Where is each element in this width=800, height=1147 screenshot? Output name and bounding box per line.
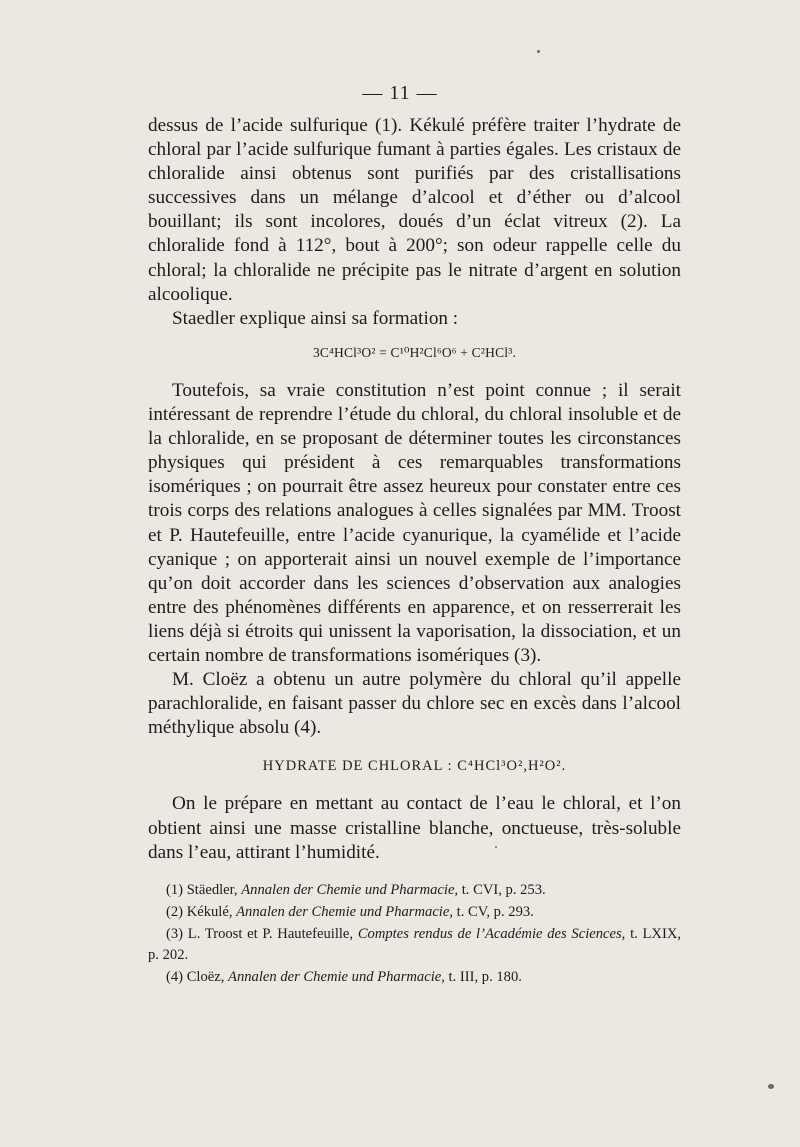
footnote-number: (1) (166, 882, 184, 898)
footnote-number: (3) (166, 925, 184, 942)
footnote-journal: Annalen der Chemie und Pharmacie, (228, 969, 445, 986)
footnote-reference: t. III, p. 180. (448, 969, 522, 986)
footnotes (148, 880, 681, 989)
page-number: — 11 — (362, 82, 438, 104)
footnote-reference: t. LXIX, p. 202. (148, 925, 682, 964)
footnote-journal: Annalen der Chemie und Pharmacie, (241, 882, 459, 898)
footnote-number: (2) (166, 903, 184, 920)
footnote-journal: Annalen der Chemie und Pharmacie, (236, 903, 453, 920)
footnote-author: Stäedler, (186, 882, 238, 898)
chemical-formula: 3C⁴HCl³O² = C¹⁰H²Cl⁶O⁶ + C²HCl³. (312, 344, 517, 360)
main-text (148, 114, 681, 865)
scan-speck (495, 846, 497, 848)
paragraph-constitution: Toutefois, sa vraie constitution n’est point connue ; il serait intéressant de reprendre l’étude du chloral, du chloral insoluble et de la chloralide, en se proposant de déterminer toutes les circonstances physiques qui président à ces remarquables transformations isomériques ; on pourrait être assez heureux pour constater entre ces trois corps des relations analogues à celles signalées par MM. Troost et P. Hautefeuille, entre l’acide cyanurique, la cyamélide et l’acide cyanique ; on apporterait ainsi un nouvel exemple de l’importance qu’on doit accorder dans les sciences d’observation aux analogies entre des phénomènes différents en apparence, et on resserrerait les liens déjà si étroits qui unissent la vaporisation, la dissociation, et un certain nombre de transformations isomériques (3). (148, 379, 681, 666)
paragraph-chloralide-preparation: dessus de l’acide sulfurique (1). Kékulé préfère traiter l’hydrate de chloral par l’acide sulfurique fumant à parties égales. Les cristaux de chloralide ainsi obtenus sont purifiés par des cristallisations successives dans un mélange d’alcool et d’éther ou d’alcool bouillant; ils sont incolores, doués d’un éclat vitreux (2). La chloralide fond à 112°, bout à 200°; son odeur rappelle celle du chloral; la chloralide ne précipite pas le nitrate d’argent en solution alcoolique. (148, 115, 681, 305)
footnote-author: Kékulé, (186, 903, 233, 920)
footnote (148, 924, 681, 968)
footnote (148, 967, 681, 989)
footnote-number: (4) (166, 969, 184, 986)
footnote-reference: t. CVI, p. 253. (461, 882, 546, 898)
scan-speck (537, 50, 540, 53)
footnote-author: Cloëz, (186, 969, 225, 986)
footnote-author: L. Troost et P. Hautefeuille, (187, 925, 354, 942)
paragraph-hydrate-preparation: On le prépare en mettant au contact de l’eau le chloral, et l’on obtient ainsi une masse cristalline blanche, onctueuse, très-soluble dans l’eau, attirant l’humidité. (148, 793, 681, 863)
paragraph-staedler: Staedler explique ainsi sa formation : (172, 307, 459, 329)
paragraph-parachloralide: M. Cloëz a obtenu un autre polymère du chloral qu’il appelle parachloralide, en faisant passer du chlore sec en excès dans l’alcool méthylique absolu (4). (148, 669, 681, 739)
footnote-journal: Comptes rendus de l’Académie des Sciences, (357, 925, 626, 942)
scan-speck (768, 1084, 774, 1089)
section-heading: HYDRATE DE CHLORAL : C⁴HCl³O²,H²O². (262, 758, 567, 775)
footnote (148, 902, 681, 924)
footnote (148, 880, 681, 902)
footnote-reference: t. CV, p. 293. (456, 903, 534, 920)
